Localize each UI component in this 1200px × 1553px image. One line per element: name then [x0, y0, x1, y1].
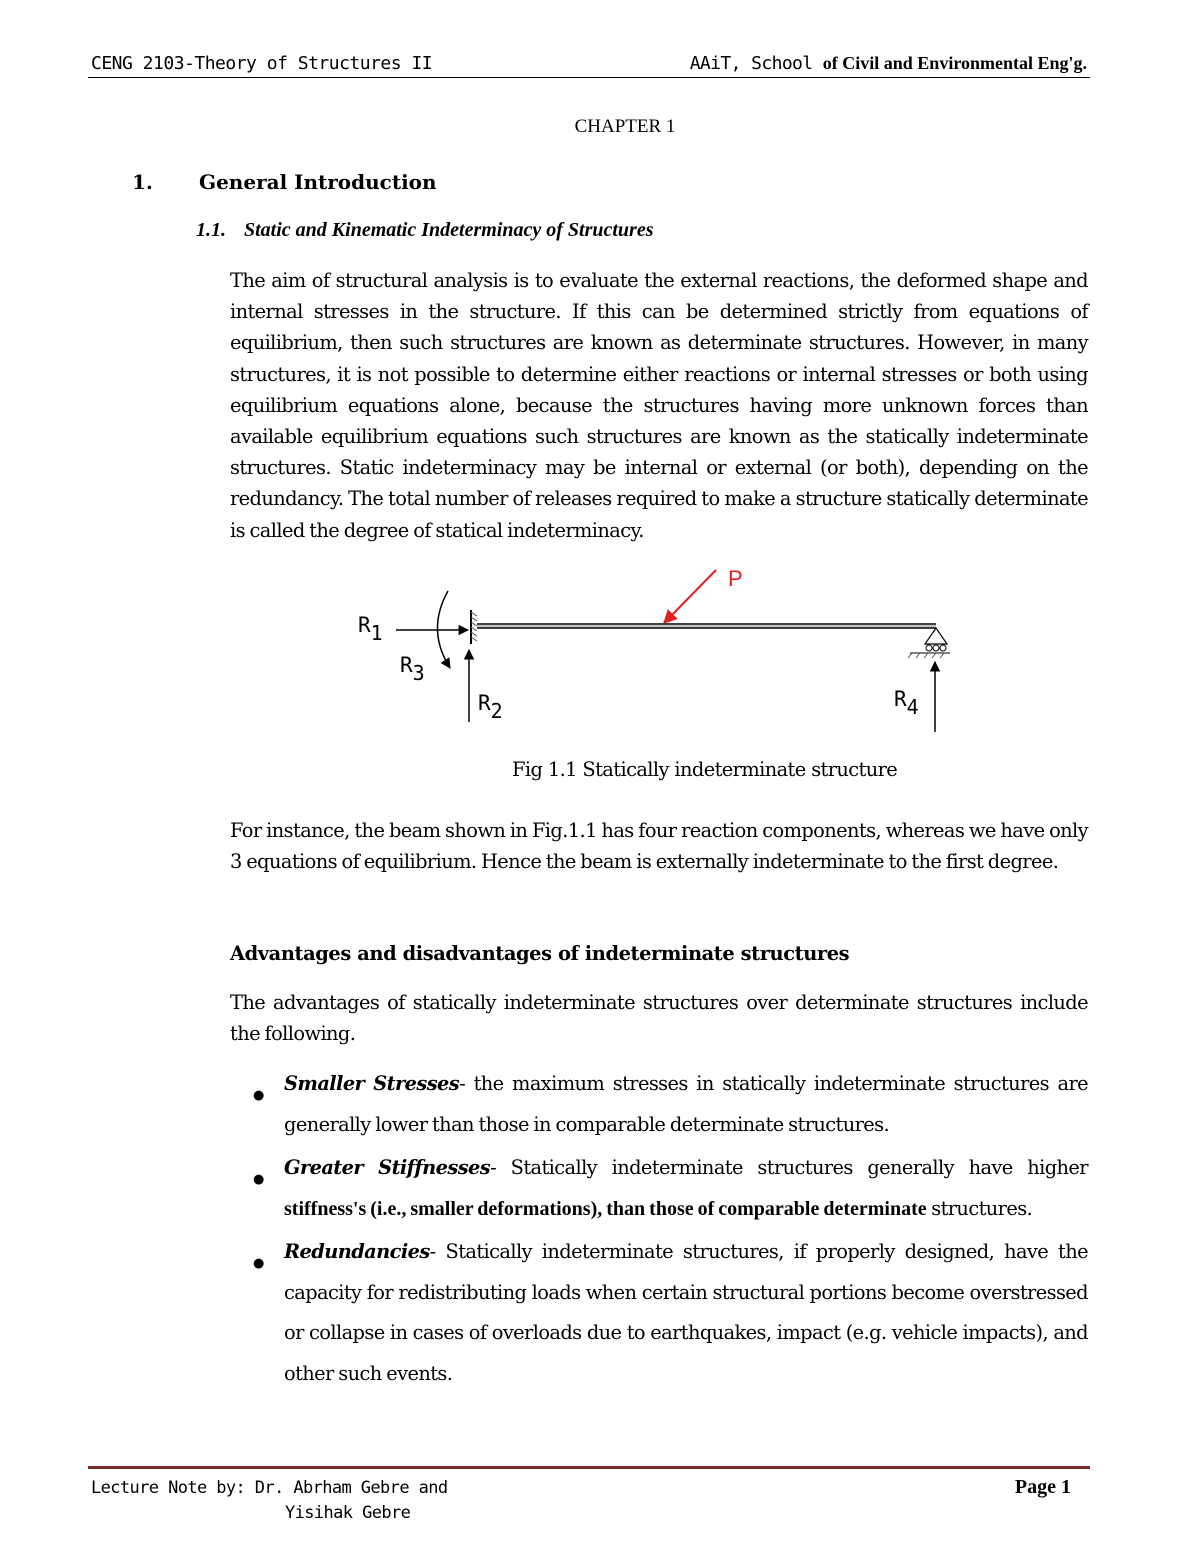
- section-heading: [132, 170, 437, 194]
- advantages-heading: Advantages and disadvantages of indeterminate structures: [230, 942, 850, 965]
- advantages-intro: The advantages of statically indeterminate structures over determinate structures include the following.: [230, 991, 1088, 1046]
- subsection-number: 1.1.: [196, 219, 226, 241]
- reaction-r3-base: R: [400, 653, 413, 677]
- reaction-r2-sub: 2: [490, 699, 503, 723]
- reaction-r4-base: R: [894, 687, 907, 711]
- item-term: Smaller Stresses: [284, 1072, 460, 1095]
- item-text: - Statically indeterminate structures generally have higher: [490, 1156, 1088, 1179]
- reaction-r3-label: [400, 653, 425, 685]
- fixed-support: [471, 610, 477, 644]
- footer-rule: [88, 1466, 1090, 1469]
- beam-figure: [340, 560, 970, 740]
- subsection-title: Static and Kinematic Indeterminacy of Structures: [244, 219, 654, 241]
- figure-caption: Fig 1.1 Statically indeterminate structure: [512, 758, 898, 781]
- beam: [477, 624, 936, 628]
- reaction-r4-sub: 4: [906, 695, 919, 719]
- item-tail: structures.: [926, 1196, 1033, 1220]
- chapter-title: CHAPTER 1: [574, 116, 676, 137]
- item-strong-text: stiffness's (i.e., smaller deformations), than those of comparable determinate: [284, 1197, 927, 1220]
- footer-lecturer-line1: Lecture Note by: Dr. Abrham Gebre and: [91, 1478, 448, 1498]
- subsection-heading: [196, 219, 653, 242]
- bullet-icon: ●: [253, 1256, 265, 1271]
- load-arrow: [664, 570, 716, 623]
- header-school-bold: of Civil and Environmental Eng'g.: [822, 53, 1087, 73]
- section-title: General Introduction: [199, 170, 437, 194]
- reaction-r1-base: R: [358, 613, 371, 637]
- list-item: [230, 1064, 1088, 1145]
- load-label: P: [728, 566, 743, 591]
- footer-lecturer-line2: Yisihak Gebre: [285, 1503, 411, 1523]
- item-term: Greater Stiffnesses: [284, 1156, 491, 1179]
- item-text: - Statically indeterminate structures, if properly designed, have the capacity for redistributing loads when certain structural portions become overstressed or collapse in cases of overloads due to earthquakes, impact (e.g. vehicle impacts), and other such events.: [284, 1240, 1088, 1385]
- bullet-icon: ●: [253, 1088, 265, 1103]
- header-rule: [88, 77, 1090, 78]
- reaction-r1-sub: 1: [370, 621, 383, 645]
- reaction-r1-label: [358, 613, 383, 645]
- header-school-prefix: AAiT, School: [689, 53, 813, 74]
- reaction-r4-label: [894, 687, 919, 719]
- bullet-icon: ●: [253, 1172, 265, 1187]
- roller-support: [908, 628, 950, 658]
- item-text: - the maximum stresses in statically indeterminate structures are generally lower than those in comparable determinate structures.: [284, 1072, 1088, 1136]
- list-item: [230, 1148, 1088, 1229]
- list-item: [230, 1232, 1088, 1394]
- page-number: Page 1: [1014, 1476, 1071, 1498]
- item-term: Redundancies: [284, 1240, 430, 1263]
- reaction-r2-label: [478, 691, 503, 723]
- footer-lecturer: [91, 1476, 448, 1526]
- advantages-list: [230, 1064, 1088, 1397]
- reaction-r2-base: R: [478, 691, 491, 715]
- section-number: 1.: [132, 170, 153, 194]
- reaction-r3-sub: 3: [412, 661, 425, 685]
- header-course-title: CENG 2103-Theory of Structures II: [91, 53, 433, 74]
- intro-paragraph: The aim of structural analysis is to evaluate the external reactions, the deformed shape and internal stresses in the structure. If this can be determined strictly from equations of equilibrium, then such structures are known as determinate structures. However, in many structures, it is not possible to determine either reactions or internal stresses or both using equilibrium equations alone, because the structures having more unknown forces than available equilibrium equations such structures are known as the statically indeterminate structures. Static indeterminacy may be internal or external (or both), depending on the redundancy. The total number of releases required to make a structure statically determinate is called the degree of statical indeterminacy.: [230, 269, 1088, 542]
- header-school: [690, 53, 1087, 74]
- example-paragraph: For instance, the beam shown in Fig.1.1 has four reaction components, whereas we have only 3 equations of equilibrium. Hence the beam is externally indeterminate to the first degree.: [230, 819, 1088, 874]
